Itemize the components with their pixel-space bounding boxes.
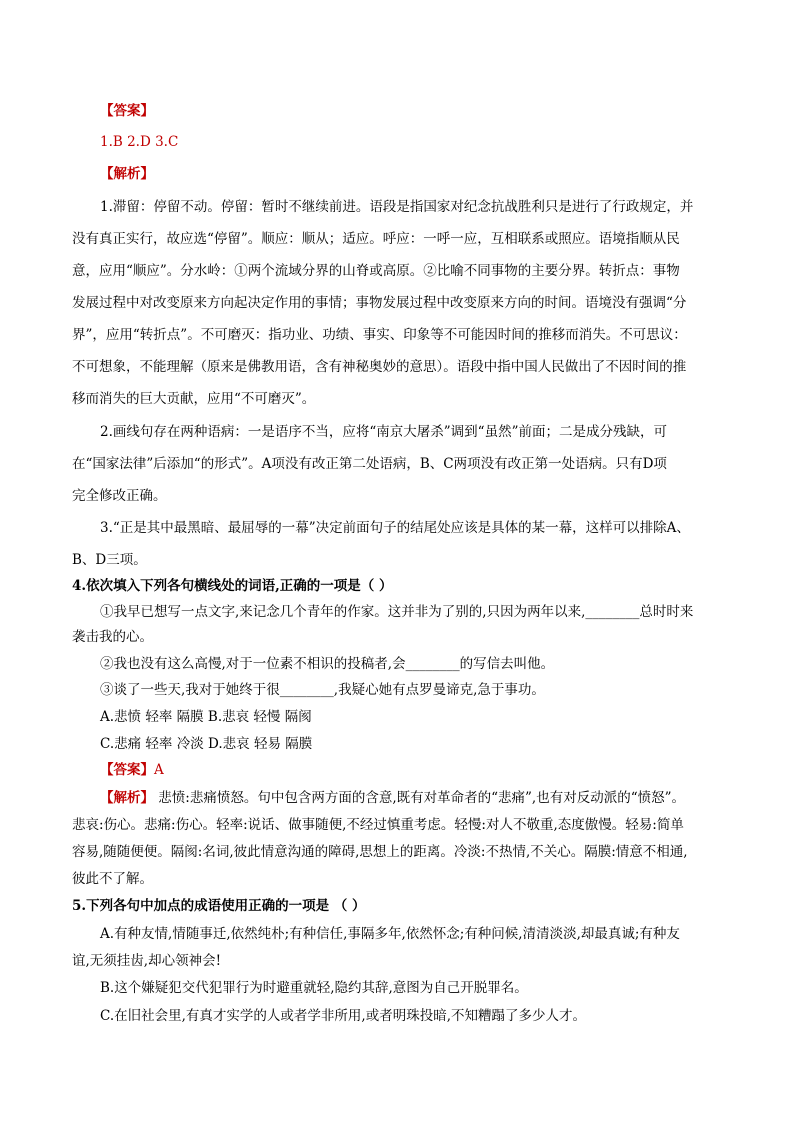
analysis-line: 2.画线句存在两种语病：一是语序不当，应将“南京大屠杀”调到“虽然”前面；二是成分残缺，可: [100, 424, 667, 440]
analysis-line: 没有真正实行，故应选“停留”。顺应：顺从；适应。呼应：一呼一应，互相联系或照应。语境指顺从民: [72, 231, 680, 247]
question-4-analysis: [100, 788, 685, 808]
question-4-analysis-line: 悲哀:伤心。悲痛:伤心。轻率:说话、做事随便,不经过慎重考虑。轻慢:对人不敬重,态度傲慢。轻易:简单: [72, 817, 684, 833]
answer-label: 【答案】: [100, 103, 154, 119]
question-5-option: A.有种友情,情随事迁,依然纯朴;有种信任,事隔多年,依然怀念;有种问候,清清淡淡,却最真诚;有种友: [100, 926, 680, 942]
analysis-line: 发展过程中对改变原来方向起决定作用的事情；事物发展过程中改变原来方向的时间。语境没有强调“分: [72, 295, 687, 311]
question-4-options: A.悲愤 轻率 隔膜 B.悲哀 轻慢 隔阂: [100, 709, 312, 725]
analysis-line: B、D三项。: [72, 552, 147, 568]
analysis-label: 【解析】: [100, 790, 154, 806]
question-4-analysis-line: 容易,随随便便。隔阂:名词,彼此情意沟通的障碍,思想上的距离。冷淡:不热情,不关心。隔膜:情意不相通,: [72, 844, 688, 860]
question-5-option: B.这个嫌疑犯交代犯罪行为时避重就轻,隐约其辞,意图为自己开脱罪名。: [100, 980, 528, 996]
analysis-line: 在“国家法律”后添加“的形式”。A项没有改正第二处语病，B、C两项没有改正第一处语病。只有D项: [72, 456, 667, 472]
analysis-line: 不可想象，不能理解（原来是佛教用语，含有神秘奥妙的意思）。语段中指中国人民做出了不因时间的推: [72, 359, 687, 375]
answer-value: A: [154, 762, 164, 778]
question-4-answer: [100, 760, 164, 780]
question-4-analysis-line: 彼此不了解。: [72, 871, 153, 887]
question-5-option: C.在旧社会里,有真才实学的人或者学非所用,或者明珠投暗,不知糟蹋了多少人才。: [100, 1008, 587, 1024]
question-4-sentence: 袭击我的心。: [72, 629, 153, 645]
question-4-sentence: ②我也没有这么高慢,对于一位素不相识的投稿者,会________的写信去叫他。: [100, 656, 555, 672]
analysis-text: 悲愤:悲痛愤怒。句中包含两方面的含意,既有对革命者的“悲痛”,也有对反动派的“愤怒”。: [154, 790, 686, 806]
question-4-sentence: ③谈了一些天,我对于她终于很________,我疑心她有点罗曼谛克,急于事功。: [100, 682, 545, 698]
question-5-stem: 5.下列各句中加点的成语使用正确的一项是 （ ）: [72, 898, 366, 914]
question-4-stem: 4.依次填入下列各句横线处的词语,正确的一项是（ ）: [72, 578, 393, 594]
analysis-line: 意，应用“顺应”。分水岭：①两个流域分界的山脊或高原。②比喻不同事物的主要分界。转折点：事物: [72, 263, 680, 279]
answer-text: 1.B 2.D 3.C: [100, 134, 179, 150]
question-5-option: 谊,无须挂齿,却心领神会!: [72, 953, 222, 969]
analysis-label: 【解析】: [100, 166, 154, 182]
analysis-line: 移而消失的巨大贡献，应用“不可磨灭”。: [72, 391, 316, 407]
analysis-line: 3.“正是其中最黑暗、最屈辱的一幕”决定前面句子的结尾处应该是具体的某一幕，这样可以排除A、: [100, 520, 690, 536]
question-4-options: C.悲痛 轻率 冷淡 D.悲哀 轻易 隔膜: [100, 736, 313, 752]
answer-label: 【答案】: [100, 762, 154, 778]
analysis-line: 完全修改正确。: [72, 488, 167, 504]
analysis-line: 界”，应用“转折点”。不可磨灭：指功业、功绩、事实、印象等不可能因时间的推移而消失。不可思议：: [72, 327, 687, 343]
analysis-line: 1.滞留：停留不动。停留：暂时不继续前进。语段是指国家对纪念抗战胜利只是进行了行政规定，并: [100, 199, 694, 215]
question-4-sentence: ①我早已想写一点文字,来记念几个青年的作家。这并非为了别的,只因为两年以来,________总时时来: [100, 604, 694, 620]
